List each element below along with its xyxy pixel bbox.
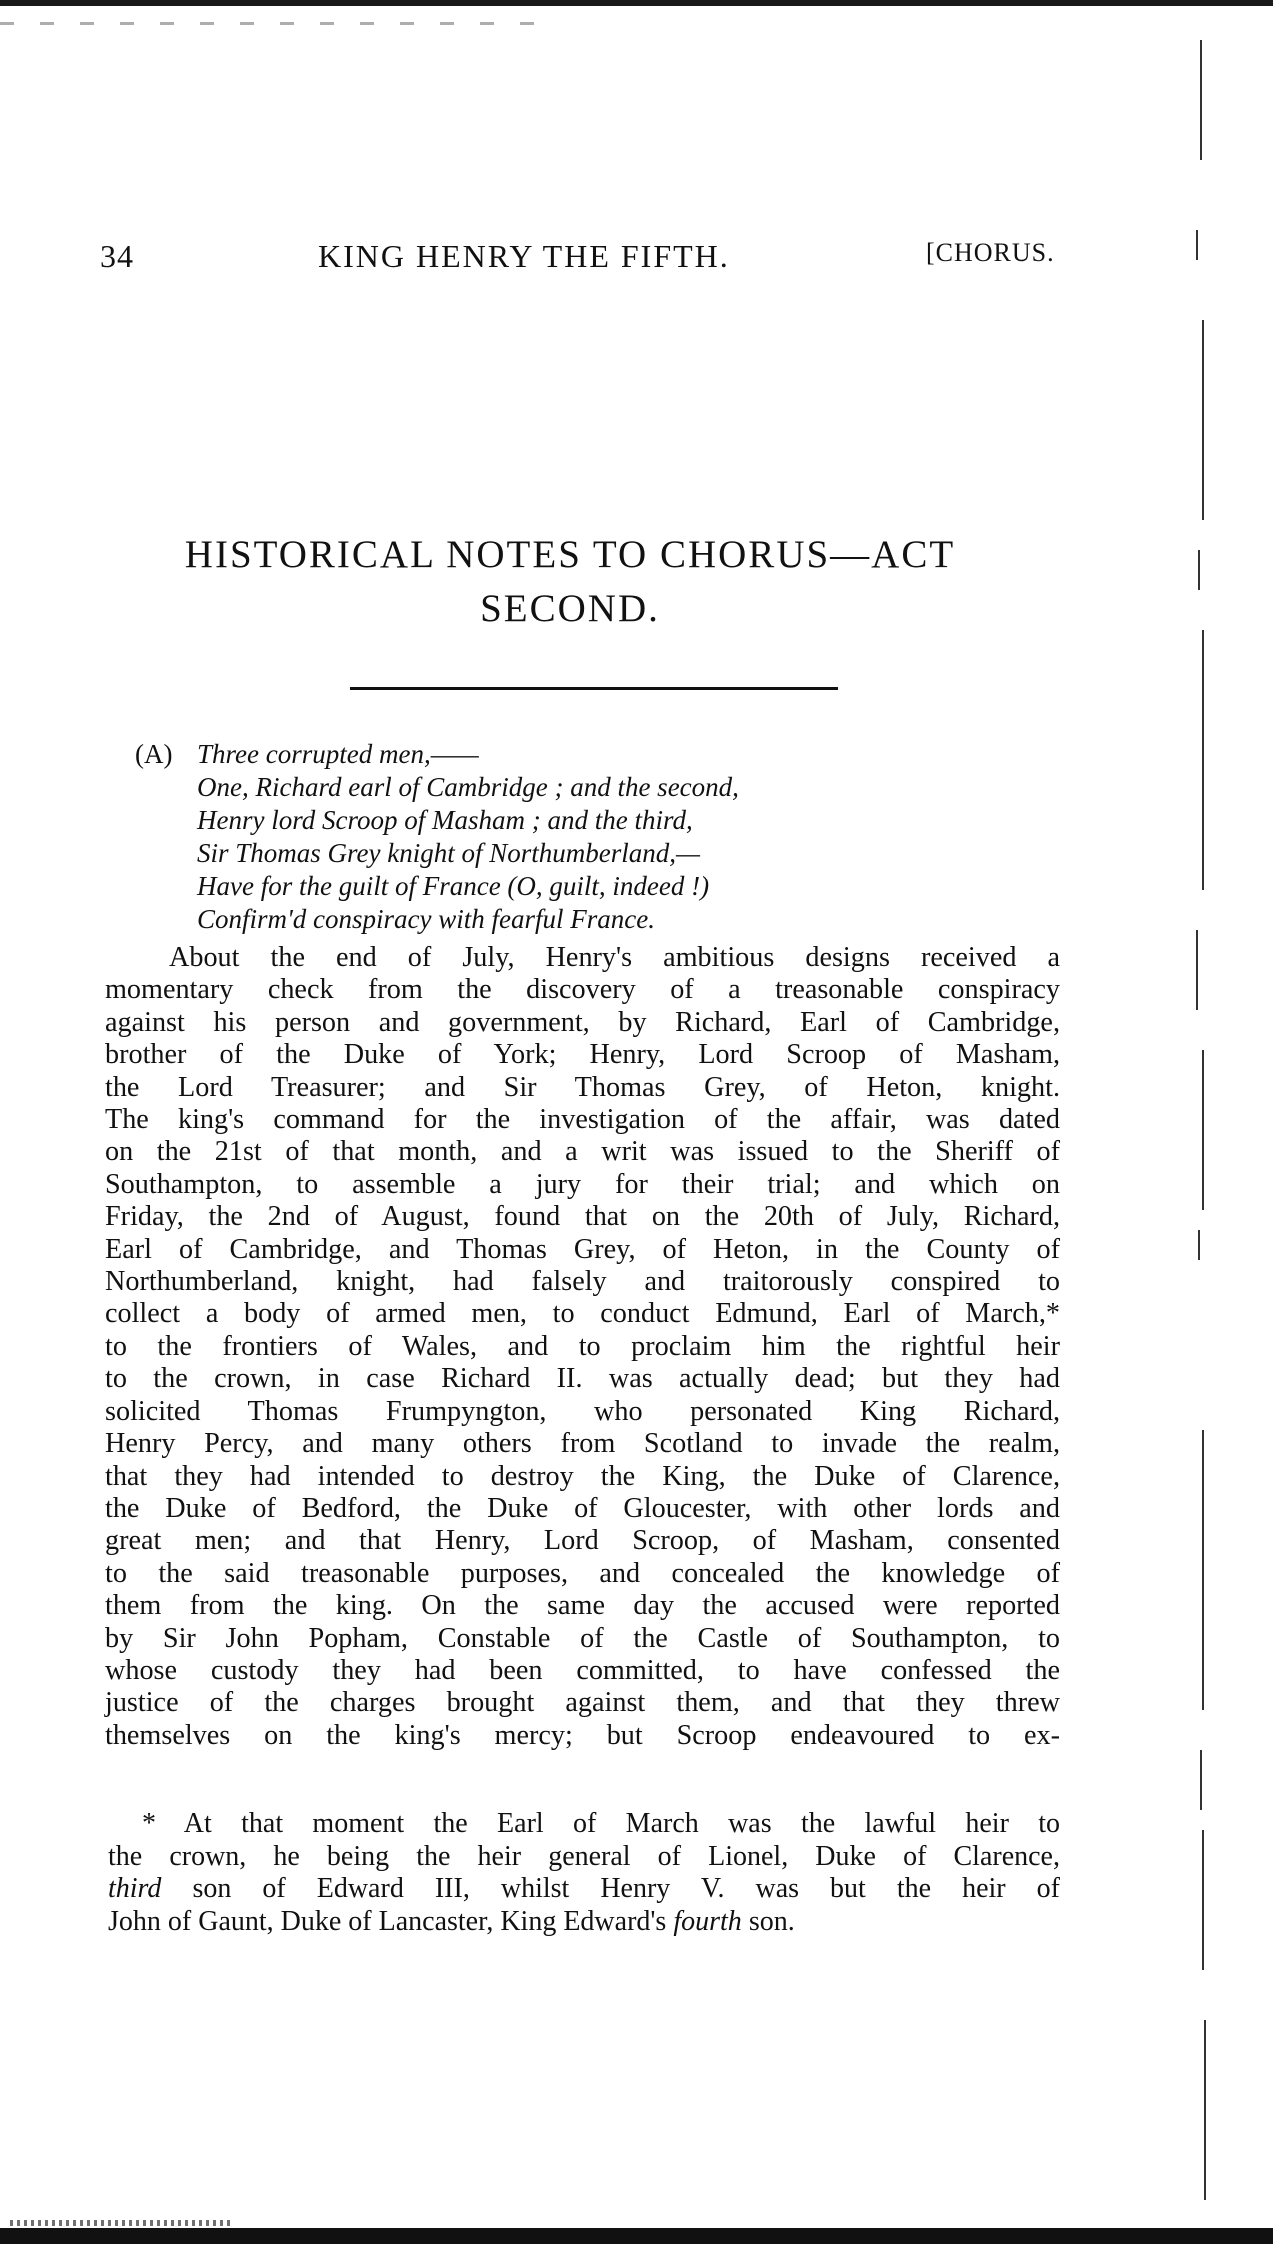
verse-quotation	[197, 738, 897, 936]
body-line: to the frontiers of Wales, and to proclaim him the rightful heir	[105, 1330, 1060, 1362]
body-line: Southampton, to assemble a jury for their trial; and which on	[105, 1168, 1060, 1200]
footnote-italic: fourth	[673, 1905, 742, 1937]
footnote	[108, 1808, 1060, 1938]
body-line: solicited Thomas Frumpyngton, who personated King Richard,	[105, 1395, 1060, 1427]
heading-rule	[350, 687, 838, 690]
page-top-specks	[0, 22, 540, 25]
body-line: Northumberland, knight, had falsely and traitorously conspired to	[105, 1266, 1060, 1298]
body-line: on the 21st of that month, and a writ was issued to the Sheriff of	[105, 1136, 1060, 1168]
body-line: Henry Percy, and many others from Scotland to invade the realm,	[105, 1428, 1060, 1460]
body-line: great men; and that Henry, Lord Scroop, of Masham, consented	[105, 1525, 1060, 1557]
body-line: momentary check from the discovery of a treasonable conspiracy	[105, 974, 1060, 1006]
footnote-italic: third	[108, 1873, 162, 1904]
body-line: The king's command for the investigation of the affair, was dated	[105, 1104, 1060, 1136]
body-line: by Sir John Popham, Constable of the Castle of Southampton, to	[105, 1622, 1060, 1654]
body-line: the Lord Treasurer; and Sir Thomas Grey, of Heton, knight.	[105, 1071, 1060, 1103]
footnote-line	[108, 1906, 1060, 1939]
body-paragraph	[105, 942, 1060, 1752]
quote-marker: (A)	[135, 739, 173, 769]
body-line: to the said treasonable purposes, and concealed the knowledge of	[105, 1557, 1060, 1589]
binding-edge	[1190, 30, 1214, 2210]
running-header	[100, 238, 1060, 288]
footnote-line: the crown, he being the heir general of Lionel, Duke of Clarence,	[108, 1840, 1060, 1872]
page-bottom-edge	[0, 2228, 1273, 2244]
quote-line: Sir Thomas Grey knight of Northumberland,—	[197, 838, 701, 868]
footnote-line	[108, 1873, 1060, 1906]
body-line: them from the king. On the same day the accused were reported	[105, 1590, 1060, 1622]
body-line: About the end of July, Henry's ambitious designs received a	[169, 942, 1060, 973]
body-line: themselves on the king's mercy; but Scroop endeavoured to ex-	[105, 1719, 1060, 1751]
body-line: the Duke of Bedford, the Duke of Gloucester, with other lords and	[105, 1492, 1060, 1524]
quote-line: Have for the guilt of France (O, guilt, indeed !)	[197, 871, 710, 901]
body-line: collect a body of armed men, to conduct Edmund, Earl of March,*	[105, 1298, 1060, 1330]
footnote-line: * At that moment the Earl of March was the lawful heir to	[142, 1808, 1060, 1839]
heading-line-2: SECOND.	[480, 587, 660, 630]
body-line: that they had intended to destroy the King, the Duke of Clarence,	[105, 1460, 1060, 1492]
quote-line: Confirm'd conspiracy with fearful France.	[197, 904, 655, 934]
page-number: 34	[100, 238, 134, 274]
page-top-edge	[0, 0, 1273, 6]
quote-line: Henry lord Scroop of Masham ; and the third,	[197, 805, 693, 835]
heading-line-1: HISTORICAL NOTES TO CHORUS—ACT	[184, 533, 956, 576]
body-line: brother of the Duke of York; Henry, Lord Scroop of Masham,	[105, 1039, 1060, 1071]
body-line: whose custody they had been committed, to have confessed the	[105, 1654, 1060, 1686]
page-bottom-specks	[10, 2220, 230, 2226]
footnote-text: John of Gaunt, Duke of Lancaster, King Edward's	[108, 1905, 674, 1937]
body-line: justice of the charges brought against them, and that they threw	[105, 1687, 1060, 1719]
footnote-text: son.	[741, 1905, 795, 1937]
body-line: against his person and government, by Richard, Earl of Cambridge,	[105, 1006, 1060, 1038]
body-line: to the crown, in case Richard II. was actually dead; but they had	[105, 1363, 1060, 1395]
running-title: KING HENRY THE FIFTH.	[318, 238, 730, 274]
body-line: Earl of Cambridge, and Thomas Grey, of Heton, in the County of	[105, 1233, 1060, 1265]
footnote-text: son of Edward III, whilst Henry V. was but the heir of	[161, 1873, 1060, 1904]
quote-line: Three corrupted men,——	[197, 739, 479, 769]
quote-line: One, Richard earl of Cambridge ; and the second,	[197, 772, 739, 802]
section-tag: [CHORUS.	[926, 238, 1055, 267]
body-line: Friday, the 2nd of August, found that on the 20th of July, Richard,	[105, 1201, 1060, 1233]
section-heading	[110, 528, 1030, 636]
